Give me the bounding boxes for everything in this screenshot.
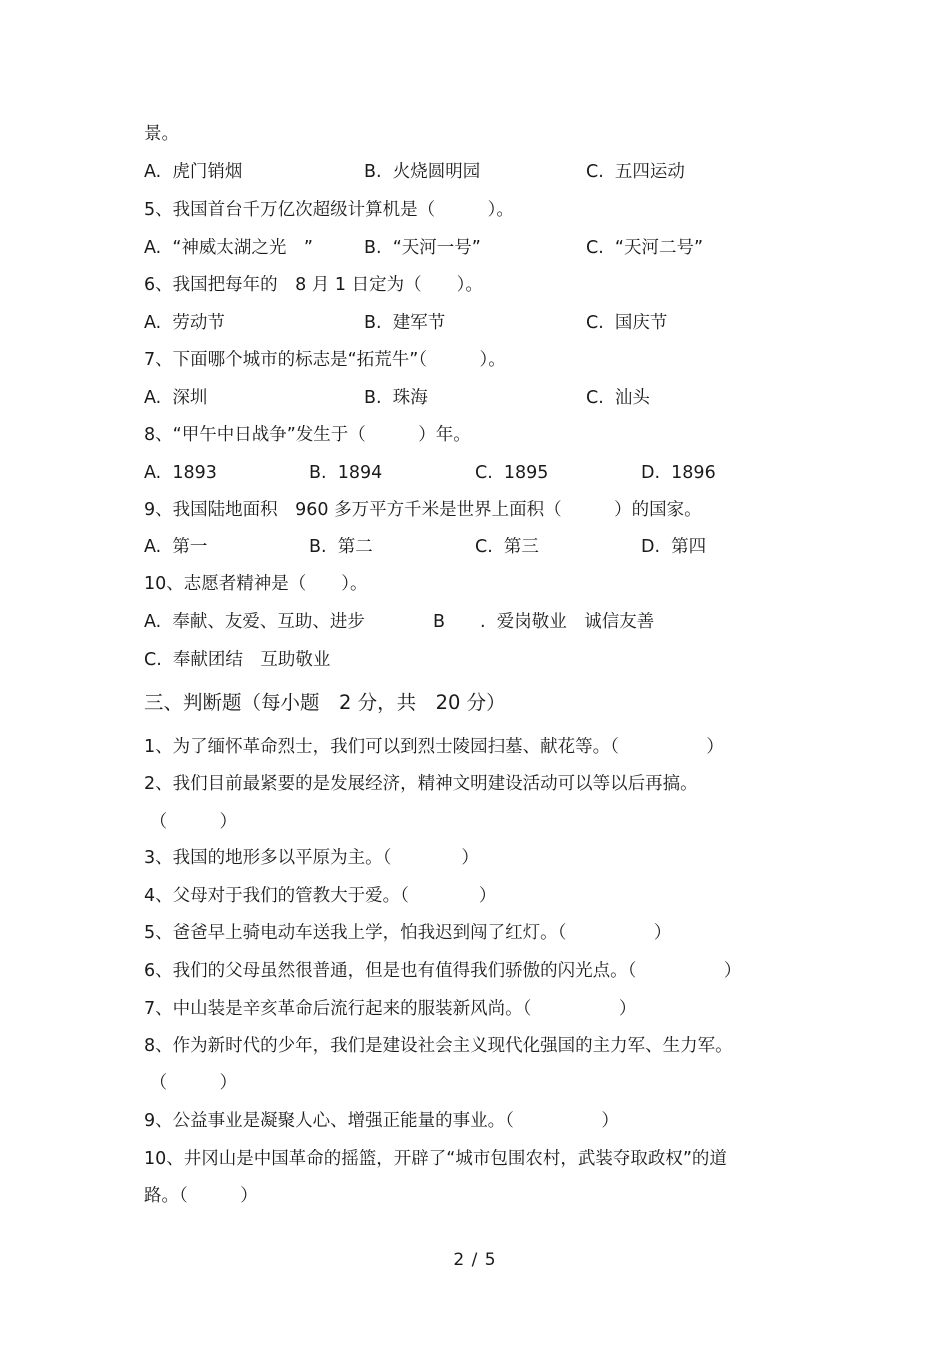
judgement-7: 7、中山装是辛亥革命后流行起来的服装新风尚。（ ） <box>144 999 637 1019</box>
option-c: C. 汕头 <box>586 388 650 408</box>
option-d: D. 1896 <box>641 463 716 483</box>
option-a: A. “神威太湖之光 ” <box>144 238 313 258</box>
judgement-5: 5、爸爸早上骑电动车送我上学，怕我迟到闯了红灯。（ ） <box>144 923 672 943</box>
page-number: 2 / 5 <box>453 1250 497 1270</box>
option-b: B. 火烧圆明园 <box>364 162 481 182</box>
judgement-9: 9、公益事业是凝聚人心、增强正能量的事业。（ ） <box>144 1111 619 1131</box>
option-a: A. 深圳 <box>144 388 208 408</box>
question-5-stem: 5、我国首台千万亿次超级计算机是（ ）。 <box>144 200 514 220</box>
question-10-stem: 10、志愿者精神是（ ）。 <box>144 574 368 594</box>
option-c: C. 1895 <box>475 463 549 483</box>
option-a: A. 虎门销烟 <box>144 162 243 182</box>
option-c: C. 五四运动 <box>586 162 685 182</box>
judgement-8-blank: （ ） <box>144 1073 238 1093</box>
judgement-2: 2、我们目前最紧要的是发展经济，精神文明建设活动可以等以后再搞。 <box>144 774 698 794</box>
question-8-stem: 8、“甲午中日战争”发生于（ ）年。 <box>144 425 471 445</box>
judgement-3: 3、我国的地形多以平原为主。（ ） <box>144 848 479 868</box>
option-a: A. 劳动节 <box>144 313 225 333</box>
question-7-stem: 7、下面哪个城市的标志是“拓荒牛”（ ）。 <box>144 350 506 370</box>
judgement-4: 4、父母对于我们的管教大于爱。（ ） <box>144 886 497 906</box>
option-b: B. 第二 <box>309 537 373 557</box>
question-10-option-c: C. 奉献团结 互助敬业 <box>144 650 331 670</box>
question-6-stem: 6、我国把每年的 8 月 1 日定为（ ）。 <box>144 275 483 295</box>
section-3-title: 三、判断题（每小题 2 分，共 20 分） <box>144 691 506 714</box>
option-a: A. 第一 <box>144 537 208 557</box>
option-d: D. 第四 <box>641 537 707 557</box>
option-c: C. 第三 <box>475 537 539 557</box>
option-a: A. 1893 <box>144 463 217 483</box>
judgement-1: 1、为了缅怀革命烈士，我们可以到烈士陵园扫墓、献花等。（ ） <box>144 737 724 757</box>
option-b: B. 1894 <box>309 463 383 483</box>
question-4-stem-tail: 景。 <box>144 124 179 144</box>
judgement-8: 8、作为新时代的少年，我们是建设社会主义现代化强国的主力军、生力军。 <box>144 1036 733 1056</box>
option-c: C. “天河二号” <box>586 238 704 258</box>
judgement-2-blank: （ ） <box>144 812 238 832</box>
option-b: B . 爱岗敬业 诚信友善 <box>433 612 655 632</box>
option-b: B. 建军节 <box>364 313 446 333</box>
judgement-6: 6、我们的父母虽然很普通，但是也有值得我们骄傲的闪光点。（ ） <box>144 961 742 981</box>
question-9-stem: 9、我国陆地面积 960 多万平方千米是世界上面积（ ）的国家。 <box>144 500 702 520</box>
option-c: C. 国庆节 <box>586 313 668 333</box>
option-b: B. “天河一号” <box>364 238 481 258</box>
option-b: B. 珠海 <box>364 388 428 408</box>
judgement-10: 10、井冈山是中国革命的摇篮，开辟了“城市包围农村，武装夺取政权”的道 <box>144 1149 727 1169</box>
judgement-10-continued: 路。（ ） <box>144 1186 258 1206</box>
option-a: A. 奉献、友爱、互助、进步 <box>144 612 365 632</box>
